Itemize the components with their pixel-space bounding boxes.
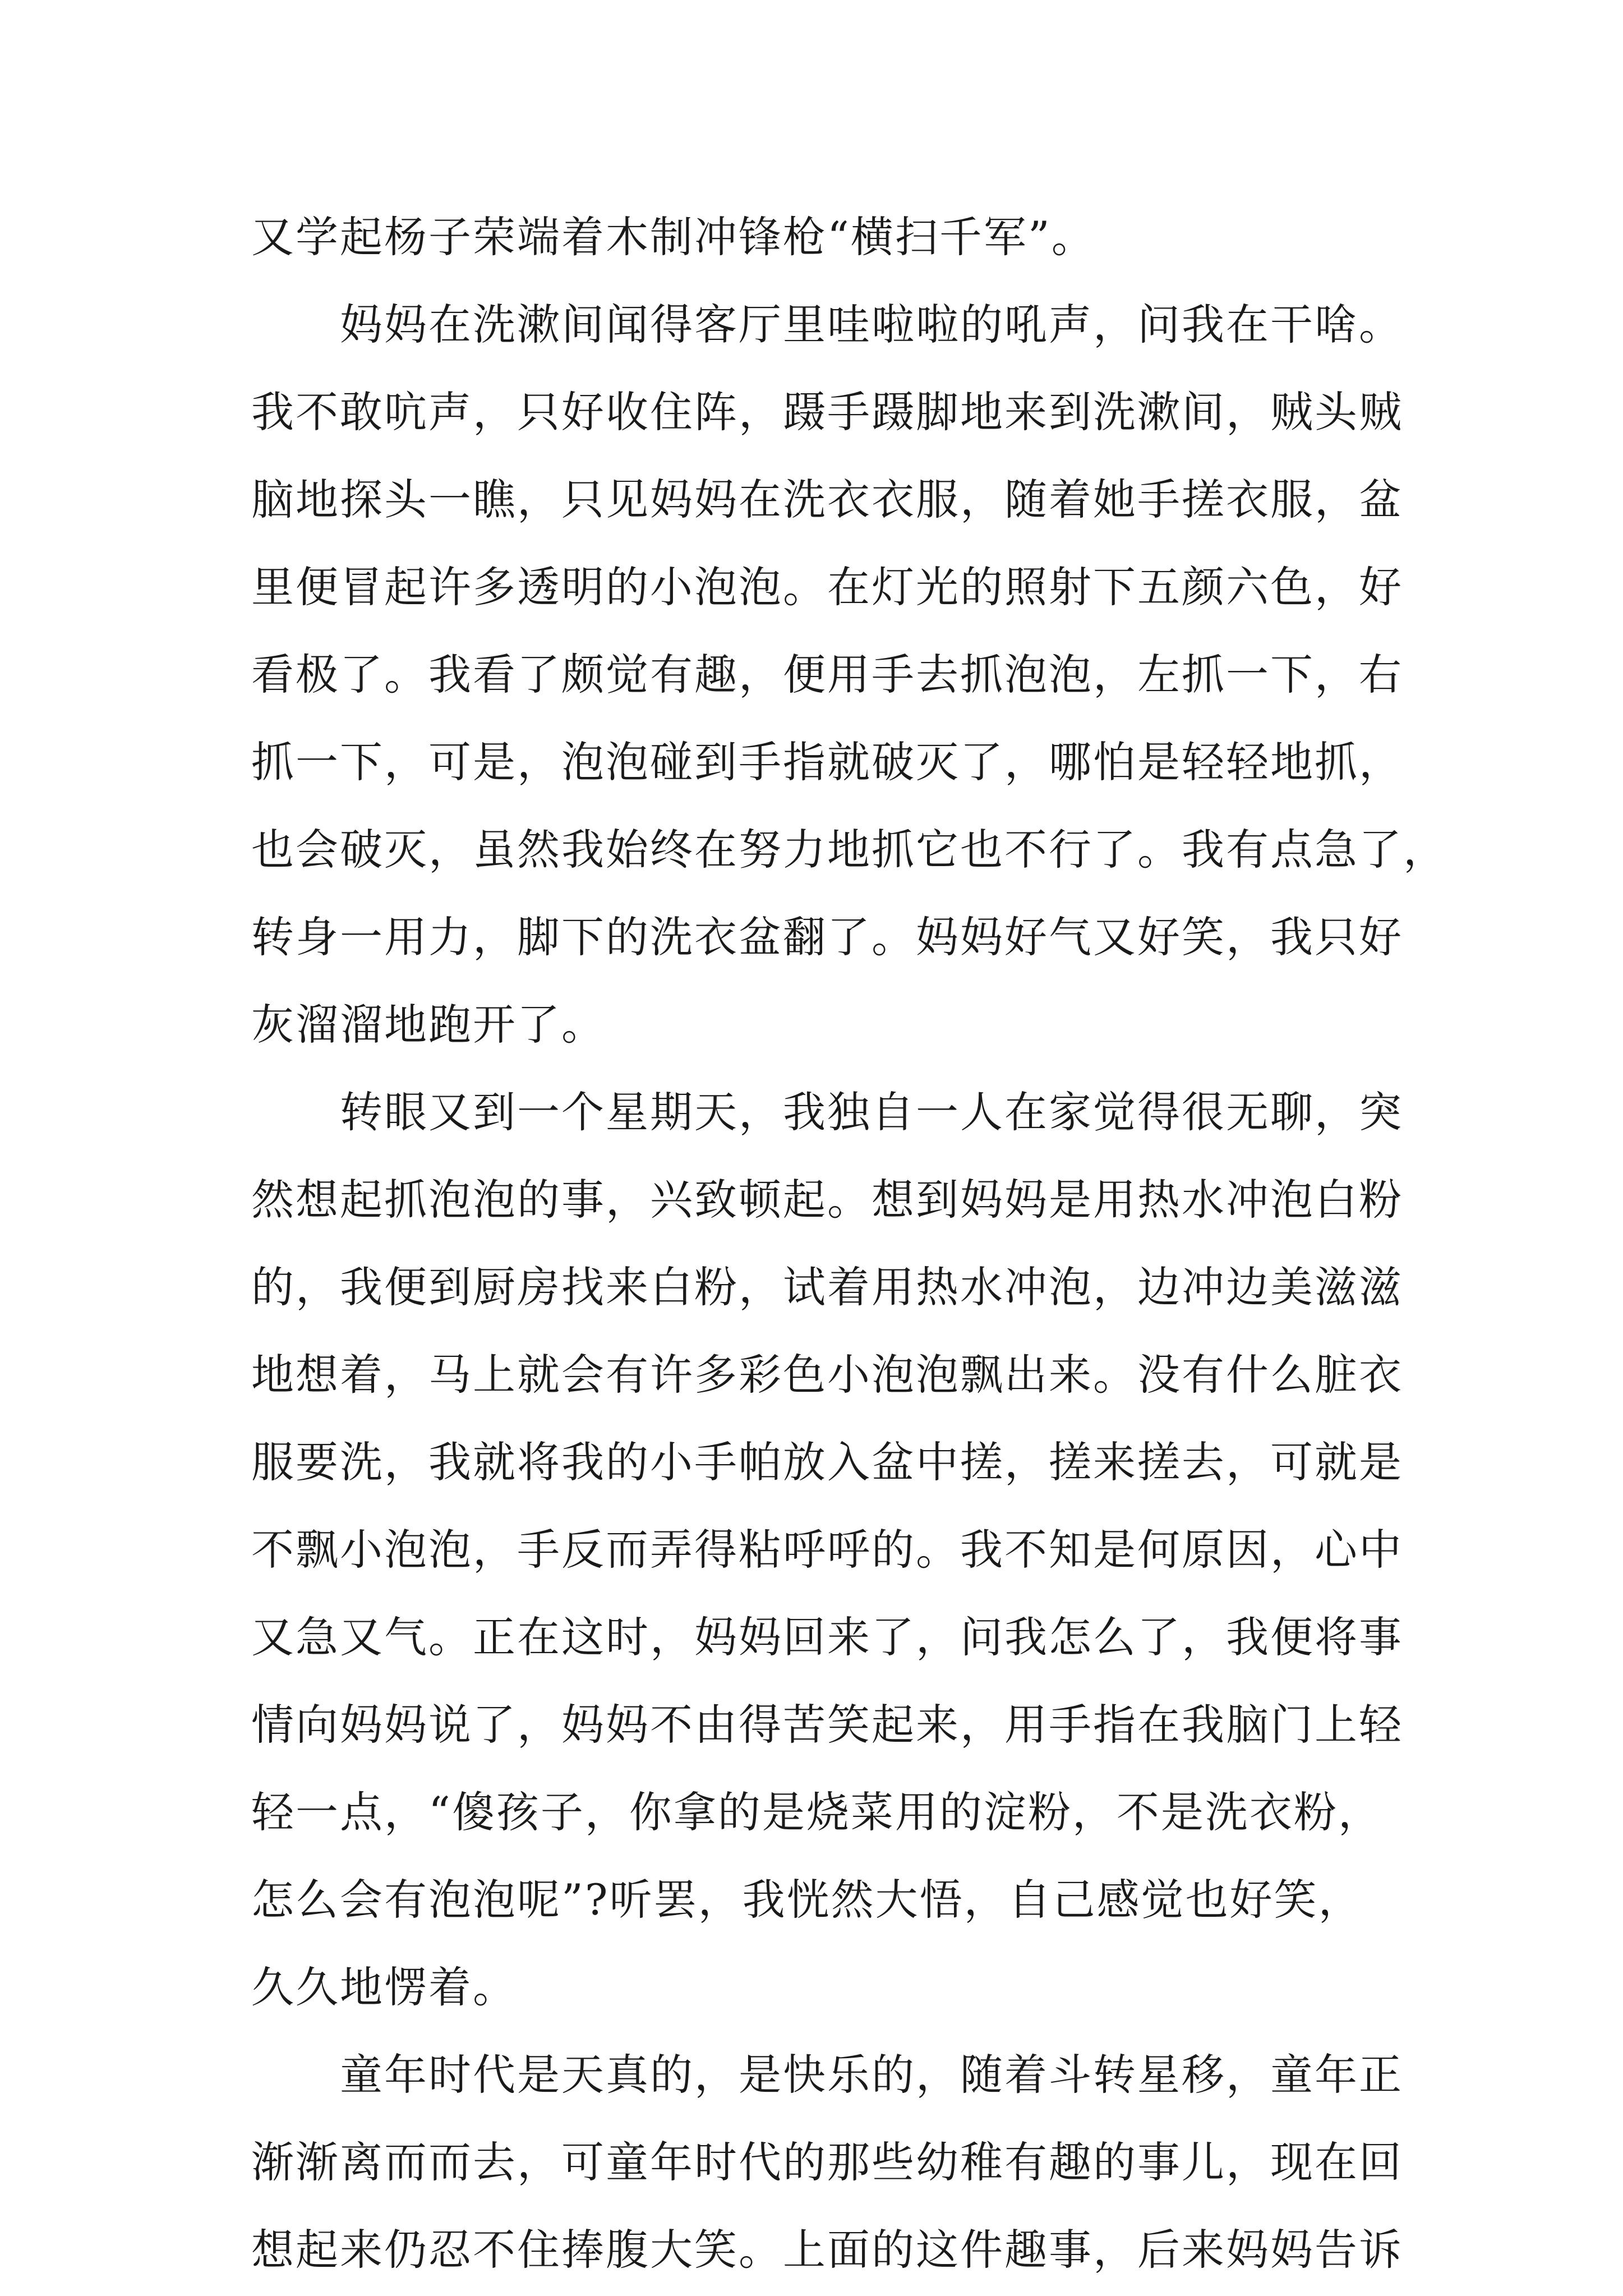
text-line: 然想起抓泡泡的事，兴致顿起。想到妈妈是用热水冲泡白粉: [251, 1175, 1403, 1225]
text-line: 里便冒起许多透明的小泡泡。在灯光的照射下五颜六色，好: [251, 562, 1403, 612]
text-line: 轻一点，“傻孩子，你拿的是烧菜用的淀粉，不是洗衣粉，: [251, 1787, 1382, 1837]
text-line: 灰溜溜地跑开了。: [251, 1000, 606, 1050]
text-line: 久久地愣着。: [251, 1962, 517, 2012]
text-line: 的，我便到厨房找来白粉，试着用热水冲泡，边冲边美滋滋: [251, 1262, 1403, 1312]
body-text: [251, 194, 1447, 2294]
text-line: 渐渐离而而去，可童年时代的那些幼稚有趣的事儿，现在回: [251, 2137, 1403, 2187]
text-line: 又急又气。正在这时，妈妈回来了，问我怎么了，我便将事: [251, 1612, 1403, 1662]
text-line: 又学起杨子荣端着木制冲锋枪“横扫千军”。: [251, 212, 1096, 262]
text-line: 不飘小泡泡，手反而弄得粘呼呼的。我不知是何原因，心中: [251, 1525, 1403, 1575]
text-line: 也会破灭，虽然我始终在努力地抓它也不行了。我有点急了，: [251, 825, 1447, 875]
paragraph-first-line: 童年时代是天真的，是快乐的，随着斗转星移，童年正: [340, 2050, 1403, 2100]
text-line: 怎么会有泡泡呢”?听罢，我恍然大悟，自己感觉也好笑，: [251, 1875, 1363, 1925]
text-line: 脑地探头一瞧，只见妈妈在洗衣衣服，随着她手搓衣服，盆: [251, 475, 1403, 524]
text-line: 想起来仍忍不住捧腹大笑。上面的这件趣事，后来妈妈告诉: [251, 2225, 1403, 2275]
paragraph-first-line: 转眼又到一个星期天，我独自一人在家觉得很无聊，突: [340, 1087, 1403, 1137]
text-line: 我不敢吭声，只好收住阵，蹑手蹑脚地来到洗漱间，贼头贼: [251, 387, 1403, 437]
paragraph-first-line: 妈妈在洗漱间闻得客厅里哇啦啦的吼声，问我在干啥。: [340, 300, 1403, 349]
text-line: 地想着，马上就会有许多彩色小泡泡飘出来。没有什么脏衣: [251, 1350, 1403, 1400]
text-line: 服要洗，我就将我的小手帕放入盆中搓，搓来搓去，可就是: [251, 1437, 1403, 1487]
text-line: 情向妈妈说了，妈妈不由得苦笑起来，用手指在我脑门上轻: [251, 1700, 1403, 1750]
text-line: 抓一下，可是，泡泡碰到手指就破灭了，哪怕是轻轻地抓，: [251, 737, 1403, 787]
text-line: 转身一用力，脚下的洗衣盆翻了。妈妈好气又好笑，我只好: [251, 912, 1403, 962]
text-line: 看极了。我看了颇觉有趣，便用手去抓泡泡，左抓一下，右: [251, 650, 1403, 700]
